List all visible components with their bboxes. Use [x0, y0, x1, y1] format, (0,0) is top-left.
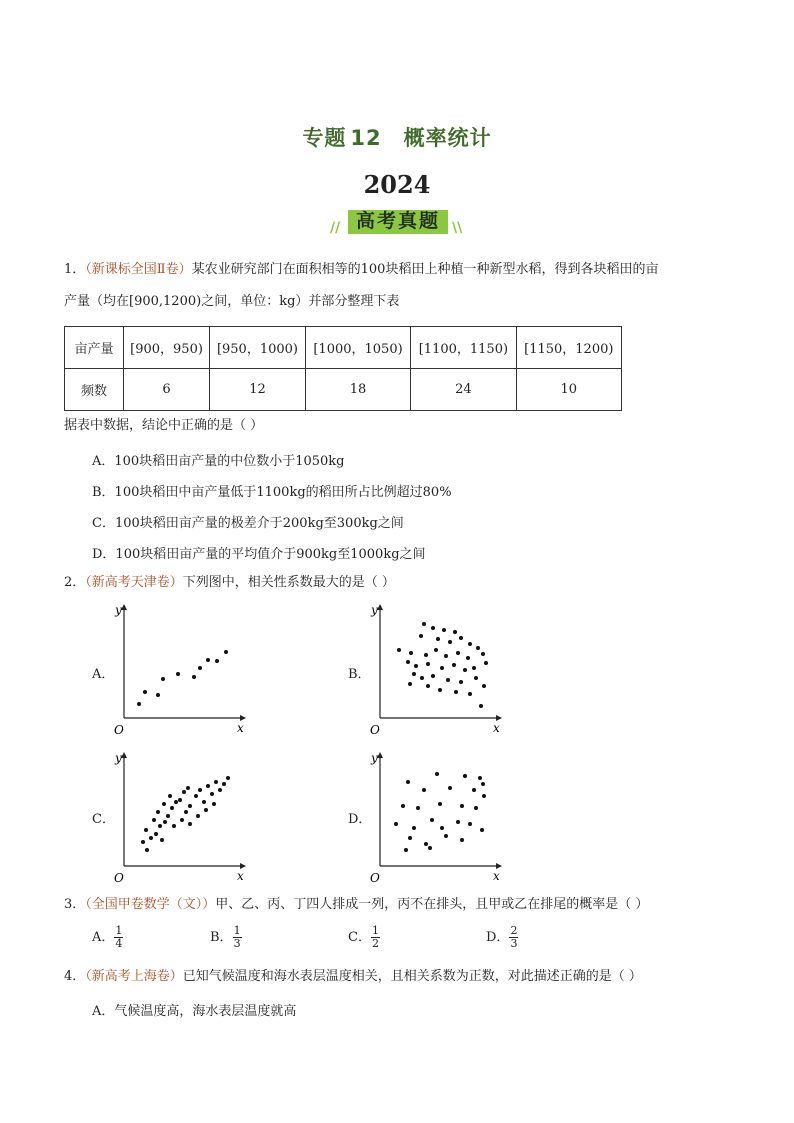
scatter-point — [436, 637, 440, 641]
scatter-point — [184, 810, 188, 814]
scatter-point — [476, 646, 480, 650]
scatter-point — [422, 622, 426, 626]
title-prefix: 专题 — [302, 126, 347, 150]
y-axis-arrow — [377, 604, 383, 610]
scatter-point — [206, 784, 210, 788]
scatter-point — [144, 828, 148, 832]
plot-b-points — [397, 622, 488, 708]
table-cell: 24 — [411, 369, 516, 411]
year-heading: 2024 — [363, 170, 431, 199]
page-title — [0, 122, 794, 152]
q3-option-c — [348, 925, 380, 950]
q3-option-d-label: D． — [486, 930, 510, 945]
x-axis-label: x — [237, 869, 244, 883]
scatter-point — [446, 678, 450, 682]
scatter-point — [435, 772, 439, 776]
scatter-point — [218, 788, 222, 792]
q3-option-d — [486, 925, 518, 950]
denominator: 4 — [115, 937, 123, 950]
scatter-point — [156, 693, 160, 697]
x-axis-label: x — [493, 721, 500, 735]
scatter-point — [428, 846, 432, 850]
scatter-point — [452, 663, 456, 667]
denominator: 3 — [233, 937, 241, 950]
scatter-point — [422, 788, 426, 792]
origin-label: O — [114, 723, 124, 737]
scatter-point — [198, 666, 202, 670]
scatter-point — [161, 677, 165, 681]
scatter-point — [412, 826, 416, 830]
y-axis-arrow — [121, 604, 127, 610]
scatter-point — [160, 838, 164, 842]
scatter-point — [397, 648, 401, 652]
scatter-point — [182, 790, 186, 794]
scatter-point — [156, 810, 160, 814]
scatter-point — [414, 664, 418, 668]
q1-option-d: D．100块稻田亩产量的平均值介于900kg至1000kg之间 — [92, 547, 426, 562]
q1-text-line2-a: 产量（均在 — [64, 294, 130, 309]
denominator: 3 — [510, 937, 518, 950]
scatter-point — [453, 630, 457, 634]
q1-source: （新课标全国Ⅱ卷） — [85, 262, 192, 277]
y-axis-label: y — [115, 751, 122, 765]
denominator: 2 — [371, 937, 379, 950]
scatter-point — [426, 684, 430, 688]
scatter-point — [188, 804, 192, 808]
q2-source: （新高考天津卷） — [85, 575, 183, 590]
scatter-point — [192, 675, 196, 679]
scatter-point — [198, 788, 202, 792]
scatter-plot-d — [366, 746, 506, 886]
scatter-point — [226, 776, 230, 780]
question-1-line1 — [64, 260, 658, 280]
scatter-point — [176, 672, 180, 676]
scatter-point — [154, 832, 158, 836]
scatter-point — [424, 842, 428, 846]
plot-a-axes — [114, 603, 246, 737]
scatter-point — [482, 684, 486, 688]
fraction — [233, 925, 242, 950]
scatter-point — [482, 794, 486, 798]
q1-option-b: B．100块稻田中亩产量低于1100kg的稻田所占比例超过80% — [92, 485, 452, 500]
numerator: 1 — [233, 924, 241, 937]
scatter-point — [479, 704, 483, 708]
y-axis-arrow — [377, 752, 383, 758]
title-topic: 概率统计 — [403, 126, 492, 150]
origin-label: O — [114, 871, 124, 885]
q4-source: （新高考上海卷） — [85, 969, 183, 984]
table-row — [65, 327, 622, 369]
scatter-point — [158, 824, 162, 828]
table-row-header: 亩产量 — [65, 327, 124, 369]
scatter-point — [215, 659, 219, 663]
scatter-point — [178, 798, 182, 802]
scatter-plot-c — [110, 746, 250, 886]
y-axis-label: y — [115, 603, 122, 617]
table-cell: [950，1000) — [210, 327, 306, 369]
scatter-point — [431, 674, 435, 678]
scatter-point — [440, 666, 444, 670]
scatter-point — [480, 828, 484, 832]
q3-text: 甲、乙、丙、丁四人排成一列，丙不在排头，且甲或乙在排尾的概率是（ ） — [215, 897, 649, 912]
x-axis-label: x — [237, 721, 244, 735]
scatter-point — [206, 658, 210, 662]
table-cell: 12 — [210, 369, 306, 411]
scatter-point — [408, 836, 412, 840]
scatter-point — [440, 826, 444, 830]
fraction — [114, 925, 123, 950]
plot-c-label: C． — [92, 812, 115, 827]
q3-option-b — [210, 925, 242, 950]
frequency-table — [64, 326, 622, 411]
table-cell: [1150，1200) — [516, 327, 621, 369]
scatter-point — [459, 680, 463, 684]
scatter-point — [204, 808, 208, 812]
question-2 — [64, 573, 395, 593]
plot-a-points — [137, 650, 228, 706]
scatter-point — [456, 651, 460, 655]
question-3 — [64, 895, 648, 915]
scatter-point — [444, 654, 448, 658]
scatter-point — [419, 634, 423, 638]
question-4 — [64, 967, 642, 987]
scatter-point — [406, 660, 410, 664]
q1-text-line2-b: 之间，单位：kg）并部分整理下表 — [201, 294, 400, 309]
plot-a-label: A． — [92, 667, 115, 682]
scatter-point — [163, 820, 167, 824]
scatter-point — [143, 690, 147, 694]
scatter-point — [481, 782, 485, 786]
scatter-point — [406, 780, 410, 784]
table-cell: 10 — [516, 369, 621, 411]
scatter-point — [456, 820, 460, 824]
table-cell: 18 — [305, 369, 410, 411]
scatter-point — [172, 824, 176, 828]
q3-number: 3． — [64, 897, 86, 912]
table-cell: 6 — [124, 369, 210, 411]
scatter-point — [196, 814, 200, 818]
numerator: 1 — [371, 924, 379, 937]
scatter-point — [152, 818, 156, 822]
scatter-point — [442, 628, 446, 632]
scatter-point — [212, 802, 216, 806]
scatter-point — [188, 822, 192, 826]
q2-text: 下列图中，相关性系数最大的是（ ） — [182, 575, 395, 590]
table-row — [65, 369, 622, 411]
plot-b-label: B． — [348, 667, 371, 682]
table-cell: [1100，1150) — [411, 327, 516, 369]
scatter-point — [460, 804, 464, 808]
scatter-point — [474, 676, 478, 680]
q3-option-c-label: C． — [348, 930, 371, 945]
scatter-point — [186, 786, 190, 790]
scatter-point — [438, 802, 442, 806]
q3-source: （全国甲卷数学（文）） — [85, 897, 216, 912]
scatter-point — [412, 672, 416, 676]
q4-number: 4． — [64, 969, 86, 984]
scatter-point — [472, 788, 476, 792]
scatter-point — [145, 848, 149, 852]
scatter-point — [459, 636, 463, 640]
scatter-point — [448, 786, 452, 790]
scatter-point — [468, 642, 472, 646]
scatter-point — [424, 653, 428, 657]
banner-text: 高考真题 — [355, 210, 440, 232]
scatter-point — [474, 806, 478, 810]
title-number: 12 — [350, 126, 382, 150]
scatter-plot-a — [110, 598, 250, 738]
section-banner — [330, 200, 466, 236]
scatter-point — [463, 668, 467, 672]
y-axis-label: y — [371, 603, 378, 617]
numerator: 2 — [510, 924, 518, 937]
q4-text: 已知气候温度和海水表层温度相关，且相关系数为正数，对此描述正确的是（ ） — [182, 969, 642, 984]
banner-left-slashes: // — [330, 220, 341, 236]
scatter-point — [468, 822, 472, 826]
scatter-point — [460, 838, 464, 842]
scatter-point — [194, 794, 198, 798]
x-axis-label: x — [493, 869, 500, 883]
q3-option-b-label: B． — [210, 930, 233, 945]
scatter-point — [416, 806, 420, 810]
scatter-point — [431, 626, 435, 630]
scatter-point — [137, 702, 141, 706]
q1-prompt: 据表中数据，结论中正确的是（ ） — [64, 418, 264, 433]
scatter-point — [210, 792, 214, 796]
q1-option-c: C．100块稻田亩产量的极差介于200kg至300kg之间 — [92, 516, 404, 531]
scatter-point — [468, 692, 472, 696]
origin-label: O — [370, 723, 380, 737]
table-cell: [900，950) — [124, 327, 210, 369]
q1-number: 1． — [64, 262, 86, 277]
scatter-point — [394, 822, 398, 826]
scatter-point — [426, 662, 430, 666]
scatter-point — [448, 640, 452, 644]
scatter-point — [202, 800, 206, 804]
scatter-point — [222, 782, 226, 786]
scatter-point — [408, 682, 412, 686]
scatter-point — [401, 804, 405, 808]
scatter-point — [170, 806, 174, 810]
scatter-point — [454, 690, 458, 694]
q3-option-a-label: A． — [92, 930, 115, 945]
y-axis-label: y — [371, 751, 378, 765]
scatter-point — [444, 834, 448, 838]
scatter-point — [180, 818, 184, 822]
question-1-line2 — [64, 292, 399, 312]
scatter-point — [438, 688, 442, 692]
plot-d-points — [394, 772, 486, 852]
plot-d-axes — [370, 751, 502, 885]
fraction — [509, 925, 518, 950]
scatter-point — [404, 848, 408, 852]
q3-option-a — [92, 925, 123, 950]
scatter-point — [224, 650, 228, 654]
scatter-point — [478, 776, 482, 780]
scatter-point — [141, 840, 145, 844]
y-axis-arrow — [121, 752, 127, 758]
table-row-header: 频数 — [65, 369, 124, 411]
scatter-point — [463, 774, 467, 778]
scatter-point — [166, 814, 170, 818]
scatter-point — [174, 800, 178, 804]
q1-text-line1: 某农业研究部门在面积相等的100块稻田上种植一种新型水稻，得到各块稻田的亩 — [191, 262, 659, 277]
scatter-point — [162, 802, 166, 806]
scatter-point — [420, 676, 424, 680]
scatter-point — [168, 794, 172, 798]
q4-option-a: A．气候温度高，海水表层温度就高 — [92, 1004, 297, 1019]
plot-b-axes — [370, 603, 502, 737]
scatter-point — [214, 780, 218, 784]
table-cell: [1000，1050) — [305, 327, 410, 369]
scatter-point — [434, 648, 438, 652]
scatter-point — [149, 836, 153, 840]
plot-d-label: D． — [348, 812, 372, 827]
scatter-point — [409, 651, 413, 655]
scatter-point — [484, 661, 488, 665]
fraction — [371, 925, 380, 950]
plot-c-points — [141, 776, 230, 852]
q2-number: 2． — [64, 575, 86, 590]
origin-label: O — [370, 871, 380, 885]
scatter-point — [466, 656, 470, 660]
scatter-plot-b — [366, 598, 506, 738]
banner-right-slashes: \\ — [452, 220, 463, 236]
q1-option-a: A．100块稻田亩产量的中位数小于1050kg — [92, 454, 345, 469]
scatter-point — [472, 666, 476, 670]
scatter-point — [430, 818, 434, 822]
q1-interval: [900,1200) — [129, 294, 202, 309]
scatter-point — [481, 652, 485, 656]
numerator: 1 — [115, 924, 123, 937]
plot-c-axes — [114, 751, 246, 885]
